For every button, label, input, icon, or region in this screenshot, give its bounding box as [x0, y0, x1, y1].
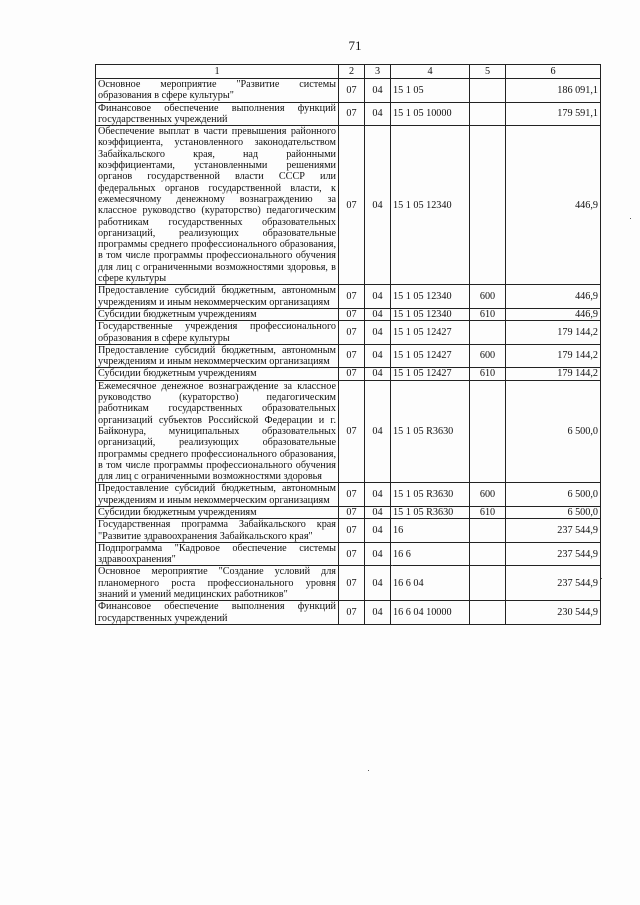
row-target-code: 15 1 05 12427: [391, 321, 470, 345]
row-amount: 179 144,2: [506, 321, 601, 345]
row-subsection: 04: [365, 321, 391, 345]
row-expense-type: 600: [470, 285, 506, 309]
scan-speck: [601, 578, 602, 579]
row-amount: 6 500,0: [506, 483, 601, 507]
row-name: Предоставление субсидий бюджетным, автономным учреждениям и иным некоммерческим организациям: [96, 483, 339, 507]
row-target-code: 15 1 05 12427: [391, 344, 470, 368]
row-name: Финансовое обеспечение выполнения функций государственных учреждений: [96, 601, 339, 625]
table-row: [96, 542, 601, 566]
row-amount: 6 500,0: [506, 506, 601, 518]
row-target-code: 15 1 05 12340: [391, 126, 470, 285]
row-name: Основное мероприятие "Создание условий для планомерного роста профессионального уровня знаний и умений медицинских работников": [96, 566, 339, 601]
row-name: Предоставление субсидий бюджетным, автономным учреждениям и иным некоммерческим организациям: [96, 344, 339, 368]
row-subsection: 04: [365, 344, 391, 368]
row-expense-type: [470, 601, 506, 625]
row-expense-type: 610: [470, 368, 506, 380]
row-expense-type: [470, 102, 506, 126]
row-amount: 179 144,2: [506, 368, 601, 380]
row-expense-type: 600: [470, 483, 506, 507]
row-amount: 237 544,9: [506, 566, 601, 601]
row-section: 07: [339, 285, 365, 309]
row-name: Субсидии бюджетным учреждениям: [96, 368, 339, 380]
row-section: 07: [339, 483, 365, 507]
row-name: Основное мероприятие "Развитие системы образования в сфере культуры": [96, 79, 339, 103]
page-number: 71: [348, 38, 362, 53]
row-section: 07: [339, 542, 365, 566]
row-name: Ежемесячное денежное вознаграждение за классное руководство (кураторство) педагогическим работникам государственных образовательных организаций субъектов Российской Федерации и г. Байконура, муниципальных образовательных организаций, реализующих образовательные программы среднего профессионального образования, в том числе программы профессионального обучения для лиц с ограниченными возможностями здоровья: [96, 380, 339, 483]
row-subsection: 04: [365, 368, 391, 380]
table-row: [96, 102, 601, 126]
table-row: [96, 344, 601, 368]
row-expense-type: [470, 519, 506, 543]
row-name: Подпрограмма "Кадровое обеспечение системы здравоохранения": [96, 542, 339, 566]
header-col-6: 6: [506, 65, 601, 79]
row-expense-type: [470, 380, 506, 483]
row-amount: 6 500,0: [506, 380, 601, 483]
row-target-code: 15 1 05 R3630: [391, 506, 470, 518]
row-target-code: 15 1 05 R3630: [391, 483, 470, 507]
row-subsection: 04: [365, 483, 391, 507]
row-section: 07: [339, 79, 365, 103]
row-target-code: 15 1 05 12427: [391, 368, 470, 380]
row-section: 07: [339, 519, 365, 543]
budget-table: [95, 64, 601, 625]
row-subsection: 04: [365, 519, 391, 543]
row-subsection: 04: [365, 566, 391, 601]
row-target-code: 16 6 04: [391, 566, 470, 601]
header-col-5: 5: [470, 65, 506, 79]
row-section: 07: [339, 566, 365, 601]
header-col-2: 2: [339, 65, 365, 79]
row-subsection: 04: [365, 506, 391, 518]
row-section: 07: [339, 506, 365, 518]
row-amount: 186 091,1: [506, 79, 601, 103]
row-section: 07: [339, 601, 365, 625]
row-subsection: 04: [365, 542, 391, 566]
row-name: Субсидии бюджетным учреждениям: [96, 506, 339, 518]
row-name: Государственная программа Забайкальского края "Развитие здравоохранения Забайкальского края": [96, 519, 339, 543]
table-row: [96, 380, 601, 483]
row-expense-type: 610: [470, 308, 506, 320]
header-col-4: 4: [391, 65, 470, 79]
row-target-code: 15 1 05 R3630: [391, 380, 470, 483]
row-subsection: 04: [365, 102, 391, 126]
row-subsection: 04: [365, 285, 391, 309]
row-name: Предоставление субсидий бюджетным, автономным учреждениям и иным некоммерческим организациям: [96, 285, 339, 309]
table-row: [96, 126, 601, 285]
row-name: Субсидии бюджетным учреждениям: [96, 308, 339, 320]
row-expense-type: [470, 321, 506, 345]
row-subsection: 04: [365, 380, 391, 483]
row-amount: 179 144,2: [506, 344, 601, 368]
row-section: 07: [339, 126, 365, 285]
row-name: Финансовое обеспечение выполнения функций государственных учреждений: [96, 102, 339, 126]
scan-speck: [630, 218, 631, 219]
table-row: [96, 519, 601, 543]
row-expense-type: 600: [470, 344, 506, 368]
table-row: [96, 321, 601, 345]
row-target-code: 15 1 05 10000: [391, 102, 470, 126]
row-target-code: 16 6 04 10000: [391, 601, 470, 625]
row-amount: 237 544,9: [506, 519, 601, 543]
row-expense-type: [470, 542, 506, 566]
row-amount: 446,9: [506, 126, 601, 285]
row-section: 07: [339, 368, 365, 380]
row-amount: 179 591,1: [506, 102, 601, 126]
row-subsection: 04: [365, 601, 391, 625]
row-subsection: 04: [365, 79, 391, 103]
scan-speck: [368, 770, 369, 771]
table-row: [96, 483, 601, 507]
row-target-code: 16: [391, 519, 470, 543]
row-name: Государственные учреждения профессионального образования в сфере культуры: [96, 321, 339, 345]
row-target-code: 15 1 05 12340: [391, 308, 470, 320]
table-row: [96, 79, 601, 103]
row-amount: 446,9: [506, 285, 601, 309]
table-row: [96, 566, 601, 601]
table-row: [96, 368, 601, 380]
row-expense-type: [470, 126, 506, 285]
header-row: [96, 65, 601, 79]
header-col-1: 1: [96, 65, 339, 79]
row-target-code: 15 1 05 12340: [391, 285, 470, 309]
row-section: 07: [339, 308, 365, 320]
row-subsection: 04: [365, 308, 391, 320]
row-expense-type: [470, 79, 506, 103]
row-name: Обеспечение выплат в части превышения районного коэффициента, установленного законодательством Забайкальского края, над районными коэффициентами, установленными решениями органов государственной власти СССР или федеральных органов государственной власти, к ежемесячному денежному вознаграждению за классное руководство (кураторство) педагогическим работникам государственных образовательных организаций, реализующих образовательные программы среднего профессионального образования, в том числе программы профессионального обучения для лиц с ограниченными возможностями здоровья, в сфере культуры: [96, 126, 339, 285]
row-section: 07: [339, 344, 365, 368]
header-col-3: 3: [365, 65, 391, 79]
table-row: [96, 601, 601, 625]
row-target-code: 16 6: [391, 542, 470, 566]
row-expense-type: 610: [470, 506, 506, 518]
row-target-code: 15 1 05: [391, 79, 470, 103]
row-section: 07: [339, 321, 365, 345]
row-amount: 446,9: [506, 308, 601, 320]
table-row: [96, 506, 601, 518]
row-section: 07: [339, 380, 365, 483]
row-subsection: 04: [365, 126, 391, 285]
table-row: [96, 308, 601, 320]
row-amount: 230 544,9: [506, 601, 601, 625]
row-section: 07: [339, 102, 365, 126]
table-row: [96, 285, 601, 309]
row-amount: 237 544,9: [506, 542, 601, 566]
scan-speck: [392, 565, 393, 566]
row-expense-type: [470, 566, 506, 601]
